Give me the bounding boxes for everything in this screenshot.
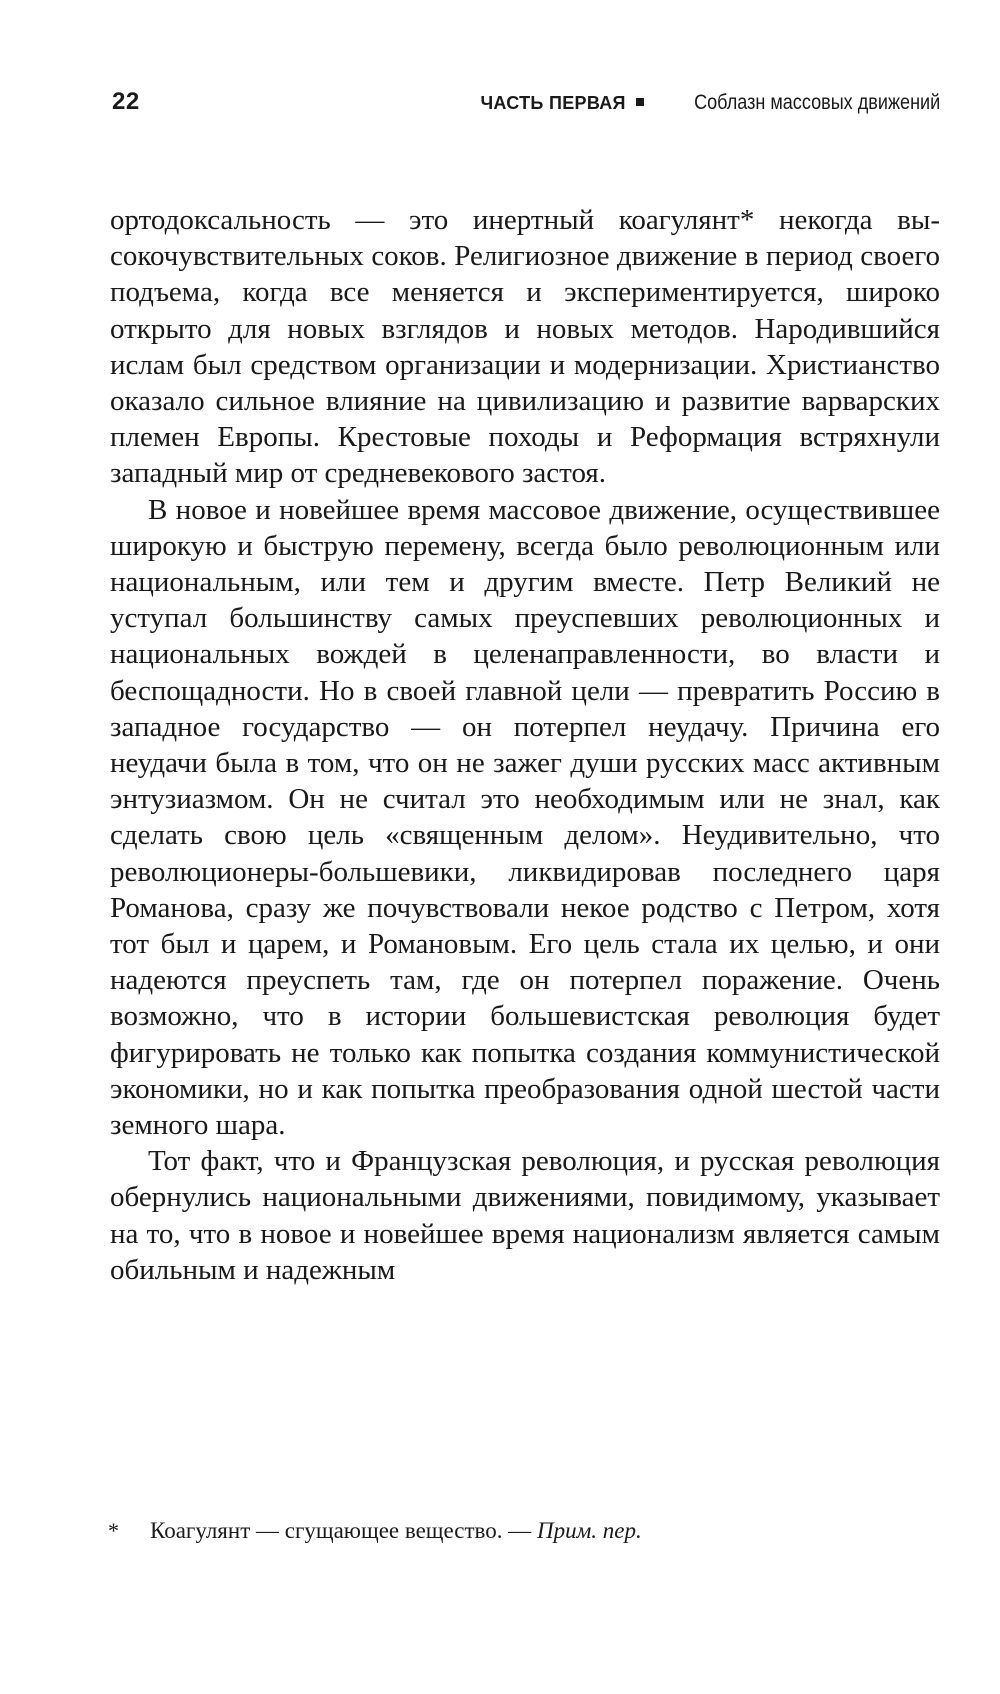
body-text [110,202,940,1288]
footnote-body [150,1516,642,1546]
header-title [480,91,940,115]
paragraph: ортодоксальность — это инертный коагулянт* некогда высокочувствительных соков. Религиозное движение в период своего подъема, когда все меняется и экспериментируется, широко открыто для новых взглядов и новых методов. Народившийся ислам был средством организации и модернизации. Христианство оказало сильное влияние на цивилизацию и развитие варварских племен Европы. Крестовые походы и Реформация встряхнули западный мир от средневекового застоя. [110,204,940,490]
square-bullet-icon [636,98,644,106]
paragraph: В новое и новейшее время массовое движение, осуществившее широкую и быструю перемену, всегда было революционным или национальным, или тем и другим вместе. Петр Великий не уступал большинству самых преуспевших революционных и национальных вождей в целенаправленности, во власти и беспощадности. Но в своей главной цели — превратить Россию в западное государство — он потерпел неудачу. Причина его неудачи была в том, что он не зажег души русских масс активным энтузиазмом. Он не считал это необходимым или не знал, как сделать свою цель «священным делом». Неудивительно, что революционеры-большевики, ликвидировав последнего царя Романова, сразу же почувствовали некое родство с Петром, хотя тот был и царем, и Романовым. Его цель стала их целью, и они надеются преуспеть там, где он потерпел поражение. Очень возможно, что в истории большевистская революция будет фигурировать не только как попытка создания коммунистической экономики, но и как попытка преобразования одной шестой части земного шара. [110,493,940,1142]
running-header [112,88,940,128]
footnote-mark: * [108,1518,119,1543]
header-part-label: ЧАСТЬ ПЕРВАЯ [480,93,626,113]
footnote-translator-note: Прим. пер. [537,1518,642,1543]
footnote [108,1516,938,1546]
page-number: 22 [112,88,140,115]
paragraph: Тот факт, что и Французская революция, и русская революция обернулись национальными движениями, повидимому, указывает на то, что в новое и новейшее время национализм является самым обильным и надежным [110,1145,940,1286]
footnote-text: Коагулянт — сгущающее вещество. — [150,1518,538,1543]
header-chapter-title: Соблазн массовых движений [693,91,940,114]
